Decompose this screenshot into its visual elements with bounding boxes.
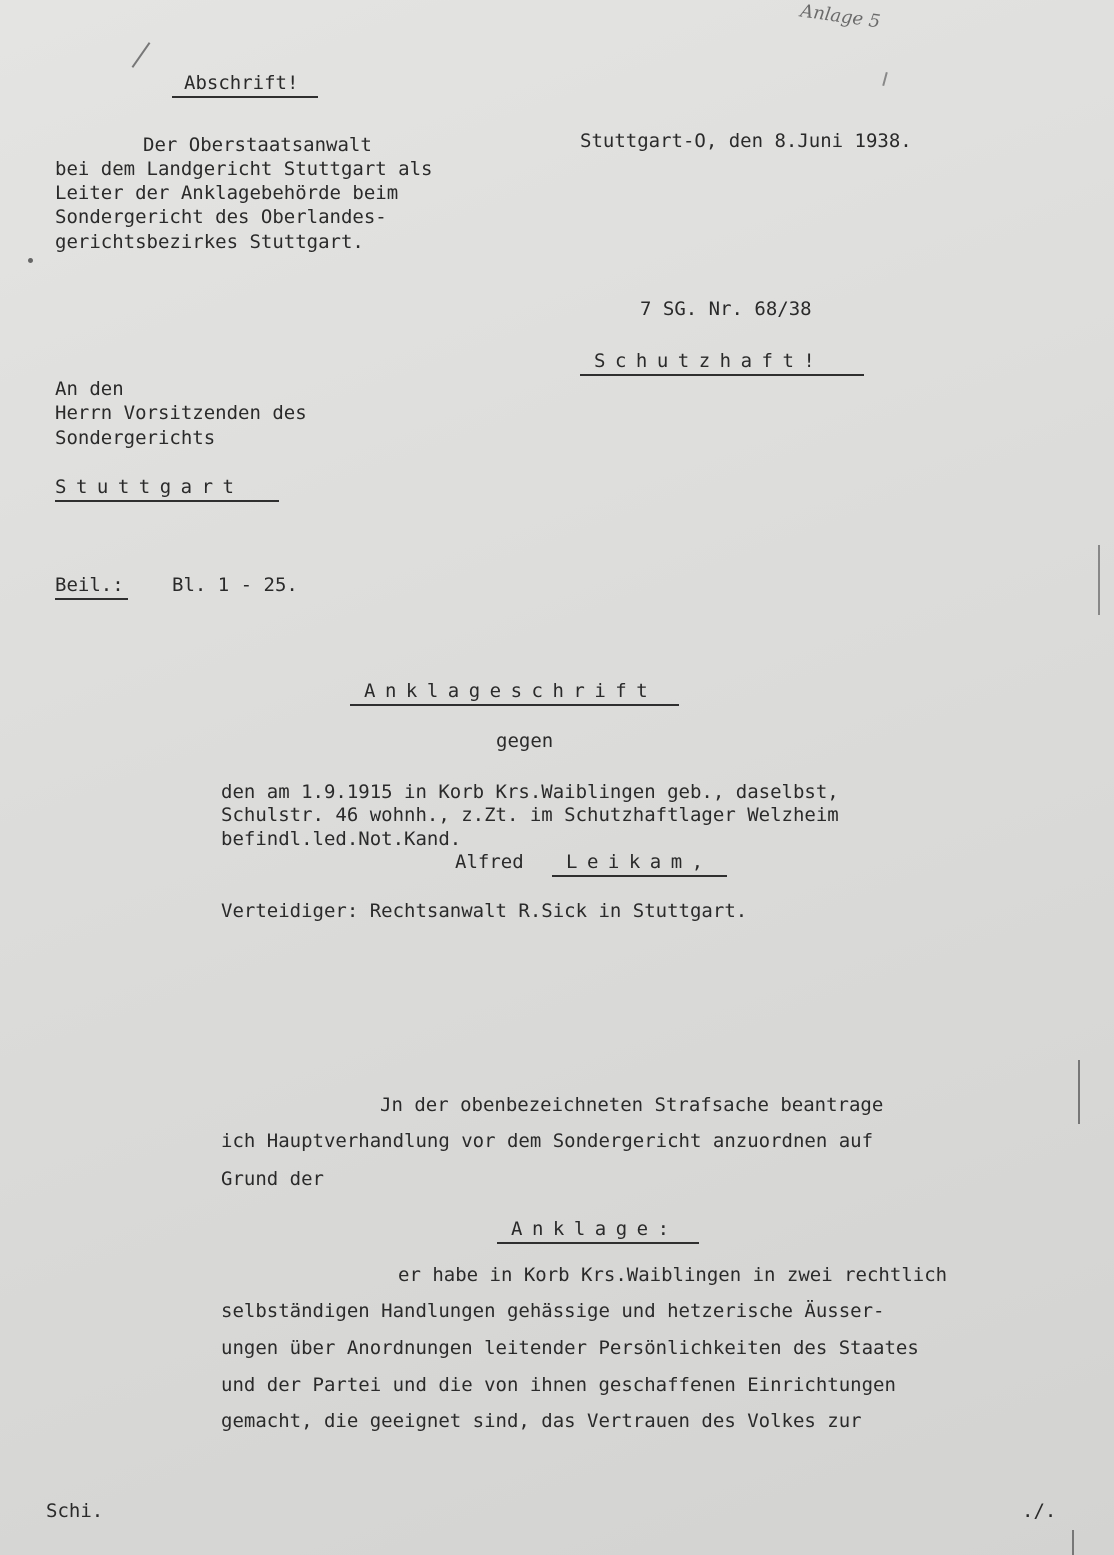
footer-initials: Schi. [46,1500,104,1522]
recipient-line-3: Sondergerichts [55,427,216,449]
sender-line-5: gerichtsbezirkes Stuttgart. [55,231,364,253]
defender: Verteidiger: Rechtsanwalt R.Sick in Stuttgart. [221,900,748,922]
charge-line-3: ungen über Anordnungen leitender Persönlichkeiten des Staates [221,1337,919,1359]
custody-note: Schutzhaft! [580,352,864,376]
handwritten-annotation: Anlage 5 [798,0,882,33]
sender-line-2: bei dem Landgericht Stuttgart als [55,158,433,180]
indictment-title: Anklageschrift [350,682,679,706]
sender-line-4: Sondergericht des Oberlandes- [55,206,387,228]
right-edge-mark-3 [1072,1530,1074,1555]
request-line-2: ich Hauptverhandlung vor dem Sondergericht anzuordnen auf [221,1130,874,1152]
defendant-line-3: befindl.led.Not.Kand. [221,828,462,850]
right-edge-mark-2 [1078,1060,1080,1124]
footer-continuation: ./. [1022,1500,1057,1522]
defendant-first-name: Alfred [455,851,524,873]
charge-line-4: und der Partei und die von ihnen geschaffenen Einrichtungen [221,1374,896,1396]
request-line-1: Jn der obenbezeichneten Strafsache beantrage [380,1094,884,1116]
margin-dot [28,258,33,263]
charge-heading: Anklage: [497,1220,699,1244]
recipient-line-2: Herrn Vorsitzenden des [55,402,307,424]
charge-line-5: gemacht, die geeignet sind, das Vertrauen des Volkes zur [221,1410,862,1432]
recipient-line-1: An den [55,378,124,400]
request-line-3: Grund der [221,1168,324,1190]
enclosure-value: Bl. 1 - 25. [172,574,298,596]
pencil-tick-mark-right [882,72,888,86]
defendant-line-2: Schulstr. 46 wohnh., z.Zt. im Schutzhaftlager Welzheim [221,804,839,826]
charge-line-2: selbständigen Handlungen gehässige und hetzerische Äusser- [221,1300,885,1322]
copy-mark: Abschrift! [172,74,318,98]
right-edge-mark [1098,545,1100,615]
enclosure-label: Beil.: [55,576,128,600]
place-date: Stuttgart-O, den 8.Juni 1938. [580,130,912,152]
sender-line-3: Leiter der Anklagebehörde beim [55,182,399,204]
defendant-line-1: den am 1.9.1915 in Korb Krs.Waiblingen geb., daselbst, [221,781,839,803]
file-number: 7 SG. Nr. 68/38 [640,298,812,320]
pencil-tick-mark [132,42,151,68]
defendant-surname: Leikam, [552,853,727,877]
sender-line-1: Der Oberstaatsanwalt [143,134,372,156]
indictment-against: gegen [496,730,554,752]
charge-line-1: er habe in Korb Krs.Waiblingen in zwei rechtlich [398,1264,948,1286]
recipient-city: Stuttgart [55,478,279,502]
